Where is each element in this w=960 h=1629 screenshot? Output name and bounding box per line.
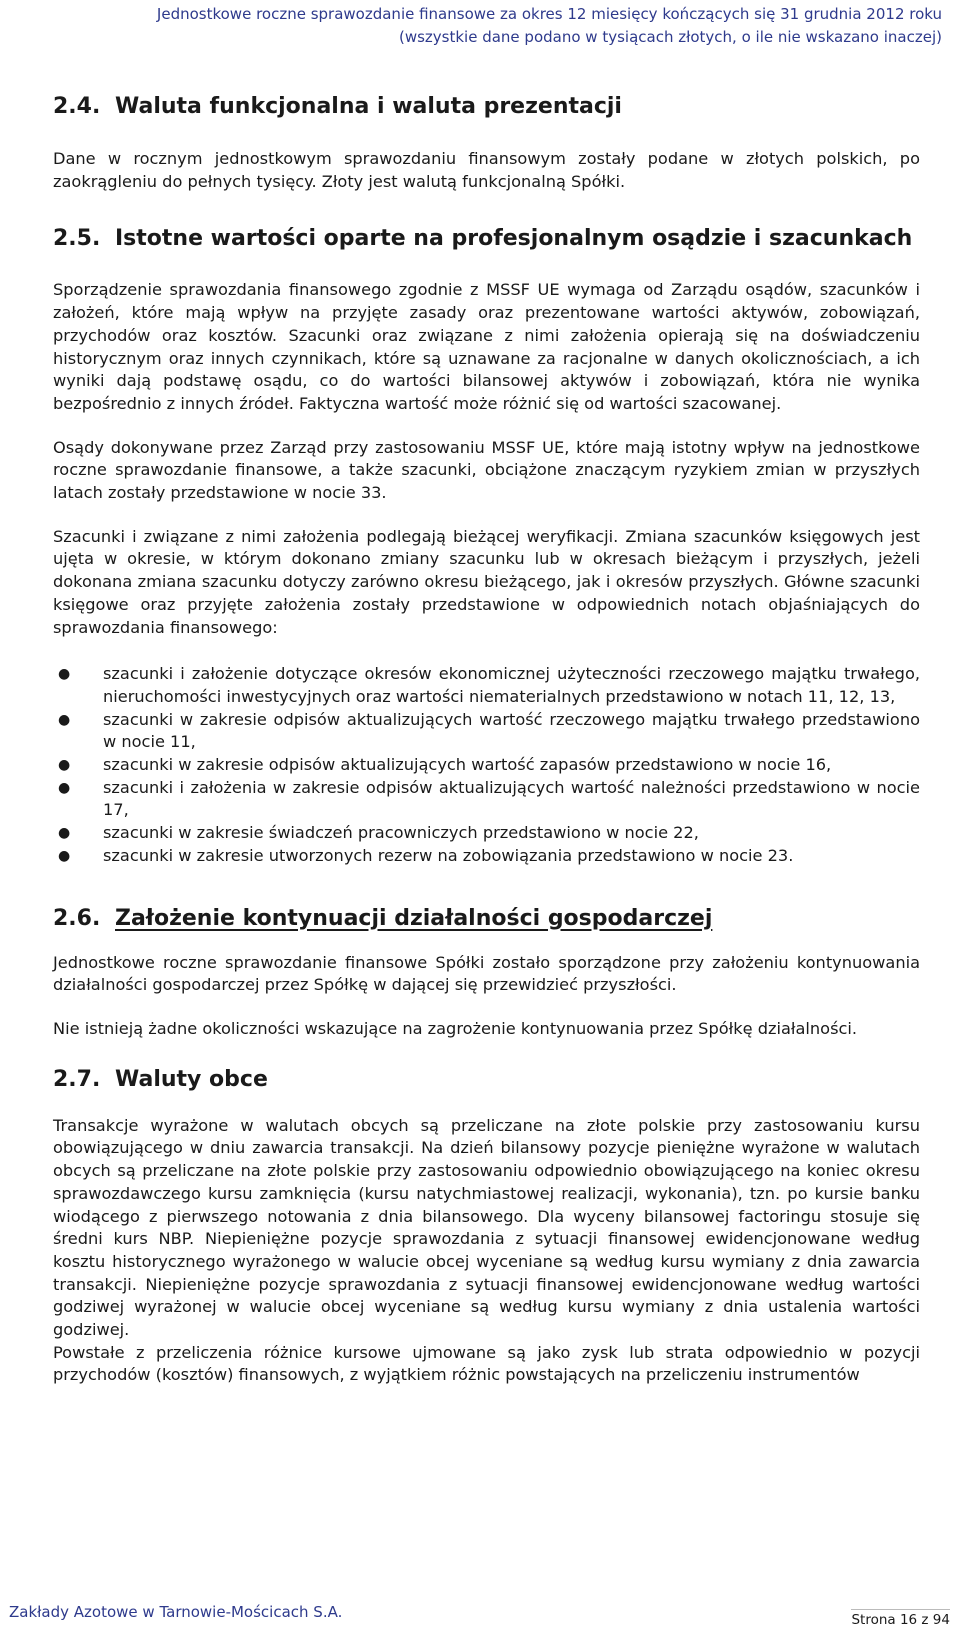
- section-2-7-heading: [53, 1065, 920, 1095]
- bullet-icon: ●: [58, 666, 71, 683]
- footer-company-name: Zakłady Azotowe w Tarnowie-Mościcach S.A.: [9, 1603, 343, 1621]
- list-item: ● szacunki i założenie dotyczące okresów ekonomicznej użyteczności rzeczowego majątku trwałego, nieruchomości inwestycyjnych oraz wartości niematerialnych przedstawiono w notach 11, 12, 13,: [58, 664, 920, 706]
- section-title: Waluta funkcjonalna i waluta prezentacji: [115, 94, 622, 119]
- bullet-icon: ●: [58, 711, 71, 728]
- paragraph: Dane w rocznym jednostkowym sprawozdaniu finansowym zostały podane w złotych polskich, po zaokrągleniu do pełnych tysięcy. Złoty jest walutą funkcjonalną Spółki.: [53, 149, 920, 191]
- section-title: Waluty obce: [115, 1066, 268, 1092]
- estimates-list: [53, 663, 920, 867]
- bullet-icon: ●: [58, 825, 71, 842]
- section-number: 2.6.: [53, 905, 101, 931]
- section-title: Istotne wartości oparte na profesjonalnym osądzie i szacunkach: [115, 226, 913, 252]
- paragraph: Szacunki i związane z nimi założenia podlegają bieżącej weryfikacji. Zmiana szacunków księgowych jest ujęta w okresie, w którym dokonano zmiany szacunku lub w okresach bieżącym i przyszłych, jeżeli dokonana zmiana szacunku dotyczy zarówno okresu bieżącego, jak i okresów przyszłych. Główne szacunki księgowe oraz przyjęte założenia zostały przedstawione w odpowiednich notach objaśniających do sprawozdania finansowego:: [53, 526, 920, 637]
- section-2-5-heading: [53, 224, 920, 254]
- paragraph: Powstałe z przeliczenia różnice kursowe ujmowane są jako zysk lub strata odpowiednio w pozycji przychodów (kosztów) finansowych, z wyjątkiem różnic powstających na przeliczeniu instrumentów: [53, 1342, 920, 1385]
- section-number: 2.4.: [53, 94, 101, 119]
- list-item: ● szacunki i założenia w zakresie odpisów aktualizujących wartość należności przedstawiono w nocie 17,: [58, 777, 920, 820]
- section-title: Założenie kontynuacji działalności gospodarczej: [115, 905, 713, 931]
- bullet-icon: ●: [58, 779, 71, 796]
- section-2-6-heading: [53, 904, 920, 934]
- bullet-icon: ●: [58, 847, 71, 864]
- list-item: ● szacunki w zakresie utworzonych rezerw na zobowiązania przedstawiono w nocie 23.: [53, 845, 920, 868]
- paragraph: Jednostkowe roczne sprawozdanie finansowe Spółki zostało sporządzone przy założeniu kontynuowania działalności gospodarczej przez Spółkę w dającej się przewidzieć przyszłości.: [53, 952, 920, 995]
- section-number: 2.5.: [53, 226, 101, 252]
- paragraph: Sporządzenie sprawozdania finansowego zgodnie z MSSF UE wymaga od Zarządu osądów, szacunków i założeń, które mają wpływ na przyjęte zasady oraz prezentowane wartości aktywów, zobowiązań, przychodów oraz kosztów. Szacunki oraz związane z nimi założenia opierają się na doświadczeniu historycznym oraz innych czynnikach, które są uznawane za racjonalne w danych okolicznościach, a ich wyniki dają podstawę osądu, co do wartości bilansowej aktywów i zobowiązań, która nie wynika bezpośrednio z innych źródeł. Faktyczna wartość może różnić się od wartości szacowanej.: [53, 280, 920, 413]
- header-title: Jednostkowe roczne sprawozdanie finansowe za okres 12 miesięcy kończących się 31 grudnia 2012 roku: [156, 5, 942, 23]
- document-body: [53, 92, 920, 1387]
- list-item: ● szacunki w zakresie odpisów aktualizujących wartość zapasów przedstawiono w nocie 16,: [53, 754, 920, 777]
- paragraph: Osądy dokonywane przez Zarząd przy zastosowaniu MSSF UE, które mają istotny wpływ na jednostkowe roczne sprawozdanie finansowe, a także szacunki, obciążone znaczącym ryzykiem zmian w przyszłych latach zostały przedstawione w nocie 33.: [53, 437, 920, 503]
- header-subtitle: (wszystkie dane podano w tysiącach złotych, o ile nie wskazano inaczej): [398, 28, 942, 46]
- list-item: ● szacunki w zakresie świadczeń pracowniczych przedstawiono w nocie 22,: [53, 822, 920, 845]
- paragraph: Nie istnieją żadne okoliczności wskazujące na zagrożenie kontynuowania przez Spółkę działalności.: [53, 1018, 858, 1038]
- bullet-icon: ●: [58, 757, 71, 774]
- section-number: 2.7.: [53, 1066, 101, 1092]
- page-number: Strona 16 z 94: [851, 1609, 950, 1629]
- page-header: [0, 3, 942, 49]
- paragraph: Transakcje wyrażone w walutach obcych są przeliczane na złote polskie przy zastosowaniu kursu obowiązującego w dniu zawarcia transakcji. Na dzień bilansowy pozycje pieniężne wyrażone w walutach obcych są przeliczane na złote polskie przy zastosowaniu odpowiednio obowiązującego na koniec okresu sprawozdawczego kursu zamknięcia (kursu natychmiastowej realizacji, wykonania), tzn. po kursie banku wiodącego z pierwszego notowania z dnia bilansowego. Dla wyceny bilansowej factoringu stosuje się średni kurs NBP. Niepieniężne pozycje sprawozdania z sytuacji finansowej ewidencjonowane według kosztu historycznego wyrażonego w walucie obcej wyceniane są według kursu wymiany z dnia zawarcia transakcji. Niepieniężne pozycje sprawozdania z sytuacji finansowej ewidencjonowane według wartości godziwej wyrażonej w walucie obcej wyceniane są według kursu wymiany z dnia ustalenia wartości godziwej.: [53, 1115, 920, 1340]
- list-item: ● szacunki w zakresie odpisów aktualizujących wartość rzeczowego majątku trwałego przedstawiono w nocie 11,: [58, 709, 920, 752]
- section-2-4-heading: [53, 92, 920, 122]
